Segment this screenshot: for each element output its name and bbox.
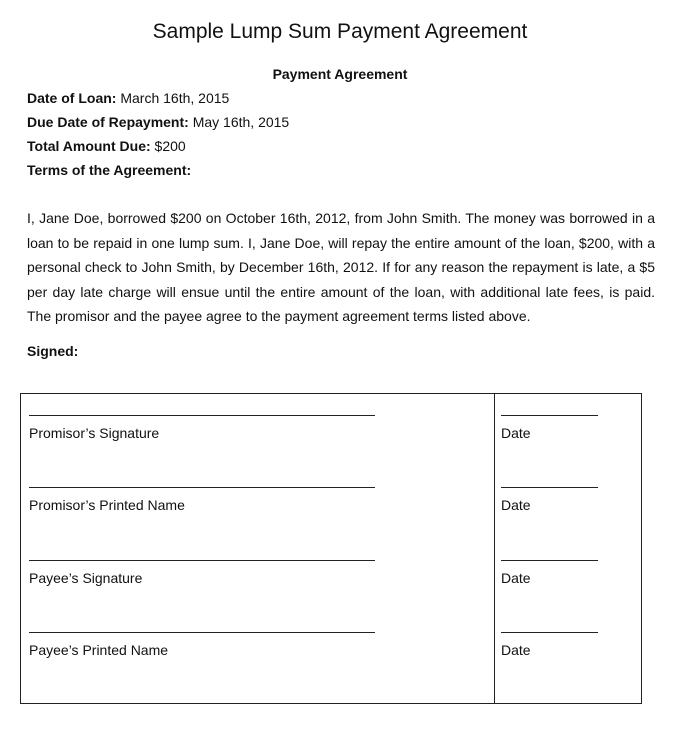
- date-label: Date: [501, 425, 531, 441]
- signed-label: Signed:: [27, 343, 79, 359]
- signature-line[interactable]: [29, 560, 375, 561]
- field-terms: [27, 161, 191, 179]
- document-subtitle: Payment Agreement: [272, 66, 408, 82]
- date-line[interactable]: [501, 560, 598, 561]
- field-value: $200: [150, 138, 186, 154]
- promisor-signature-label: Promisor’s Signature: [29, 425, 160, 441]
- field-value: May 16th, 2015: [188, 114, 290, 130]
- date-line[interactable]: [501, 487, 598, 488]
- field-label: Terms of the Agreement:: [27, 162, 192, 178]
- date-line[interactable]: [501, 415, 598, 416]
- field-value: March 16th, 2015: [116, 90, 230, 106]
- date-label: Date: [501, 642, 531, 658]
- document-title: Sample Lump Sum Payment Agreement: [152, 20, 528, 43]
- signature-line[interactable]: [29, 415, 375, 416]
- field-due-date: [27, 113, 289, 131]
- field-total-amount: [27, 137, 186, 155]
- promisor-printed-name-label: Promisor’s Printed Name: [29, 497, 185, 513]
- payee-signature-label: Payee’s Signature: [29, 570, 143, 586]
- date-line[interactable]: [501, 632, 598, 633]
- date-label: Date: [501, 497, 531, 513]
- signature-column-divider: [494, 394, 495, 703]
- signature-line[interactable]: [29, 487, 375, 488]
- payee-printed-name-label: Payee’s Printed Name: [29, 642, 169, 658]
- field-label: Total Amount Due:: [27, 138, 151, 154]
- field-date-of-loan: [27, 89, 229, 107]
- field-label: Date of Loan:: [27, 90, 117, 106]
- field-label: Due Date of Repayment:: [27, 114, 189, 130]
- agreement-body-text: I, Jane Doe, borrowed $200 on October 16th, 2012, from John Smith. The money was borrowed in a loan to be repaid in one lump sum. I, Jane Doe, will repay the entire amount of the loan, $200, with a personal check to John Smith, by December 16th, 2012. If for any reason the repayment is late, a $5 per day late charge will ensue until the entire amount of the loan, with additional late fees, is paid. The promisor and the payee agree to the payment agreement terms listed above.: [27, 210, 655, 324]
- signature-line[interactable]: [29, 632, 375, 633]
- signature-table: [20, 393, 642, 704]
- date-label: Date: [501, 570, 531, 586]
